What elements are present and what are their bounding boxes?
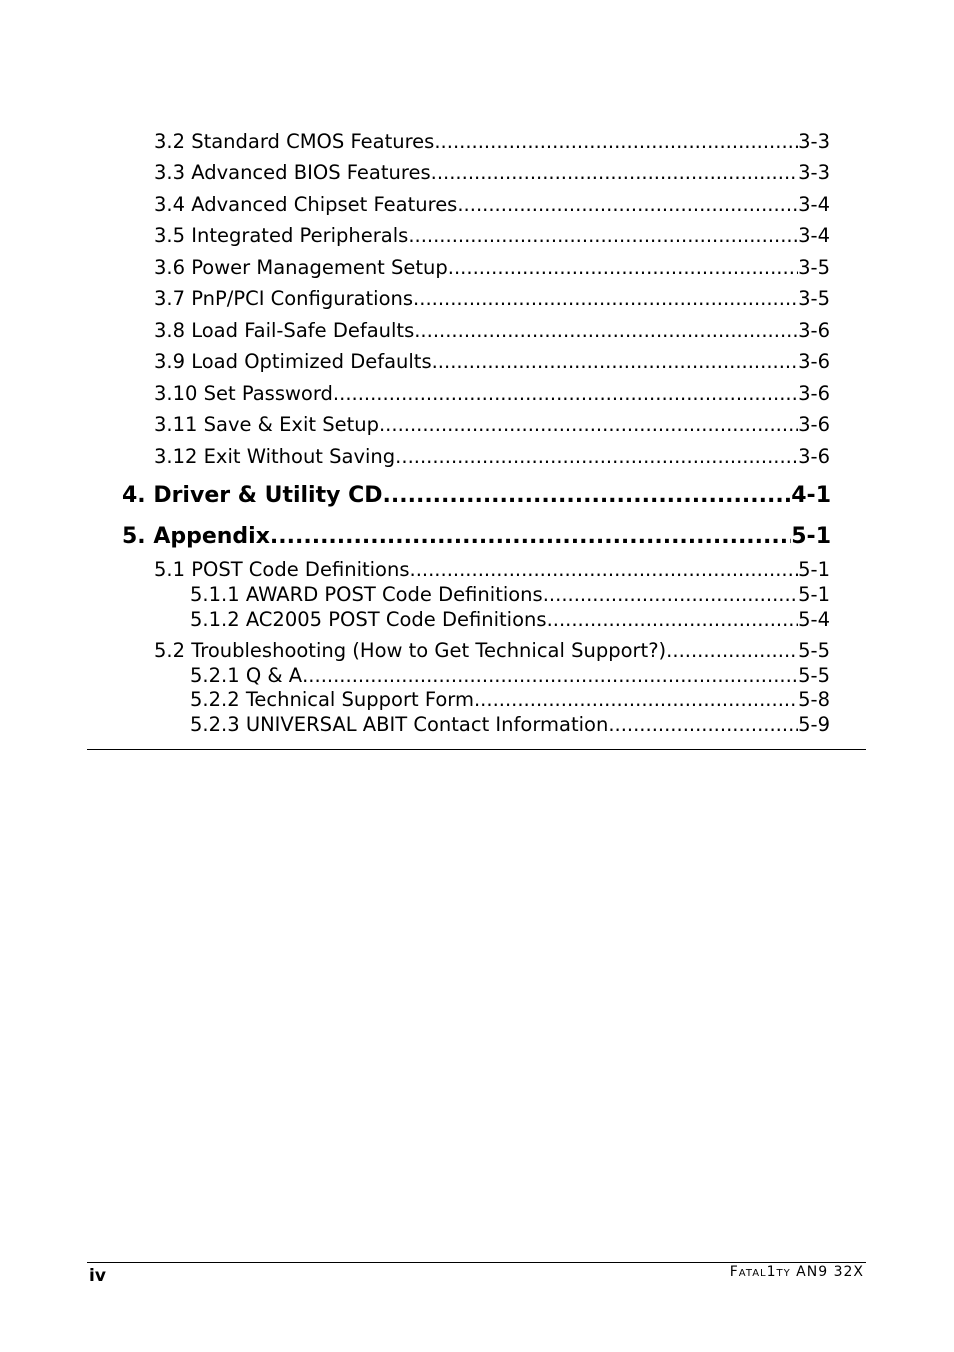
toc-entry-page: 3-4 <box>798 224 830 247</box>
toc-entry-page: 3-6 <box>798 350 830 373</box>
toc-leader <box>270 524 791 549</box>
toc-entry-title: 3.11 Save & Exit Setup <box>154 413 379 436</box>
toc-subentry[interactable] <box>190 583 830 606</box>
toc-entry[interactable] <box>154 224 830 247</box>
toc-entry-title: 3.4 Advanced Chipset Features <box>154 193 458 216</box>
toc-leader <box>432 350 799 373</box>
toc-entry-page: 3-3 <box>798 130 830 153</box>
toc-entry[interactable] <box>154 319 830 342</box>
section-divider <box>87 749 866 750</box>
toc-entry-page: 3-6 <box>798 319 830 342</box>
toc-entry-title: 5.2.1 Q & A <box>190 664 303 687</box>
toc-entry-title: 3.6 Power Management Setup <box>154 256 448 279</box>
toc-entry-title: 3.7 PnP/PCI Configurations <box>154 287 414 310</box>
toc-entry-title: 3.8 Load Fail-Safe Defaults <box>154 319 415 342</box>
toc-subentry[interactable] <box>190 688 830 711</box>
product-name: Fatal1ty AN9 32X <box>729 1264 864 1280</box>
toc-leader <box>414 319 798 342</box>
page-number: iv <box>89 1266 106 1286</box>
toc-entry[interactable] <box>154 413 830 436</box>
toc-entry-title: 5.2.3 UNIVERSAL ABIT Contact Information <box>190 713 609 736</box>
footer-divider <box>87 1262 866 1263</box>
toc-entry[interactable] <box>154 287 830 310</box>
toc-subentry[interactable] <box>190 664 830 687</box>
toc-entry-page: 5-5 <box>798 639 830 662</box>
toc-entry-page: 5-1 <box>791 524 831 549</box>
toc-entry-title: 5.2 Troubleshooting (How to Get Technical Support?) <box>154 639 667 662</box>
toc-entry[interactable] <box>154 445 830 468</box>
toc-subentry[interactable] <box>190 608 830 631</box>
toc-leader <box>395 445 798 468</box>
toc-leader <box>666 639 798 662</box>
toc-entry-title: 3.9 Load Optimized Defaults <box>154 350 432 373</box>
toc-entry-page: 5-9 <box>798 713 830 736</box>
toc-entry-page: 3-5 <box>798 287 830 310</box>
toc-leader <box>379 413 798 436</box>
toc-entry-title: 5.1.2 AC2005 POST Code Definitions <box>190 608 547 631</box>
toc-entry-page: 5-5 <box>798 664 830 687</box>
toc-entry-page: 5-8 <box>798 688 830 711</box>
toc-entry-page: 3-6 <box>798 413 830 436</box>
toc-entry[interactable] <box>154 639 830 662</box>
toc-entry-page: 3-5 <box>798 256 830 279</box>
toc-entry-page: 3-6 <box>798 445 830 468</box>
toc-entry-title: 5.2.2 Technical Support Form <box>190 688 474 711</box>
toc-entry[interactable] <box>154 382 830 405</box>
toc-leader <box>474 688 798 711</box>
toc-leader <box>413 287 798 310</box>
toc-leader <box>608 713 798 736</box>
toc-entry-title: 5.1 POST Code Definitions <box>154 558 410 581</box>
toc-leader <box>431 161 799 184</box>
toc-entry-title: 3.5 Integrated Peripherals <box>154 224 409 247</box>
toc-entry[interactable] <box>154 256 830 279</box>
toc-entry-title: 3.3 Advanced BIOS Features <box>154 161 431 184</box>
toc-entry-page: 3-3 <box>798 161 830 184</box>
toc-entry-page: 3-6 <box>798 382 830 405</box>
toc-entry-page: 5-4 <box>798 608 830 631</box>
toc-leader <box>383 483 792 508</box>
toc-leader <box>543 583 798 606</box>
toc-entry[interactable] <box>154 558 830 581</box>
toc-entry-title: 3.10 Set Password <box>154 382 333 405</box>
toc-entry[interactable] <box>154 161 830 184</box>
toc-leader <box>457 193 798 216</box>
toc-leader <box>410 558 799 581</box>
toc-subentry[interactable] <box>190 713 830 736</box>
toc-entry-title: 5. Appendix <box>122 524 270 549</box>
toc-entry-page: 3-4 <box>798 193 830 216</box>
toc-leader <box>408 224 798 247</box>
toc-leader <box>302 664 798 687</box>
toc-entry[interactable] <box>154 350 830 373</box>
toc-leader <box>333 382 798 405</box>
toc-entry-title: 3.2 Standard CMOS Features <box>154 130 435 153</box>
toc-chapter-entry[interactable] <box>122 524 831 549</box>
toc-leader <box>434 130 798 153</box>
toc-entry-title: 3.12 Exit Without Saving <box>154 445 396 468</box>
toc-leader <box>547 608 799 631</box>
toc-entry-page: 5-1 <box>798 583 830 606</box>
toc-chapter-entry[interactable] <box>122 483 831 508</box>
toc-entry-page: 4-1 <box>791 483 831 508</box>
toc-entry[interactable] <box>154 193 830 216</box>
toc-leader <box>448 256 798 279</box>
toc-entry-title: 4. Driver & Utility CD <box>122 483 383 508</box>
toc-entry-title: 5.1.1 AWARD POST Code Definitions <box>190 583 543 606</box>
toc-entry-page: 5-1 <box>798 558 830 581</box>
toc-entry[interactable] <box>154 130 830 153</box>
